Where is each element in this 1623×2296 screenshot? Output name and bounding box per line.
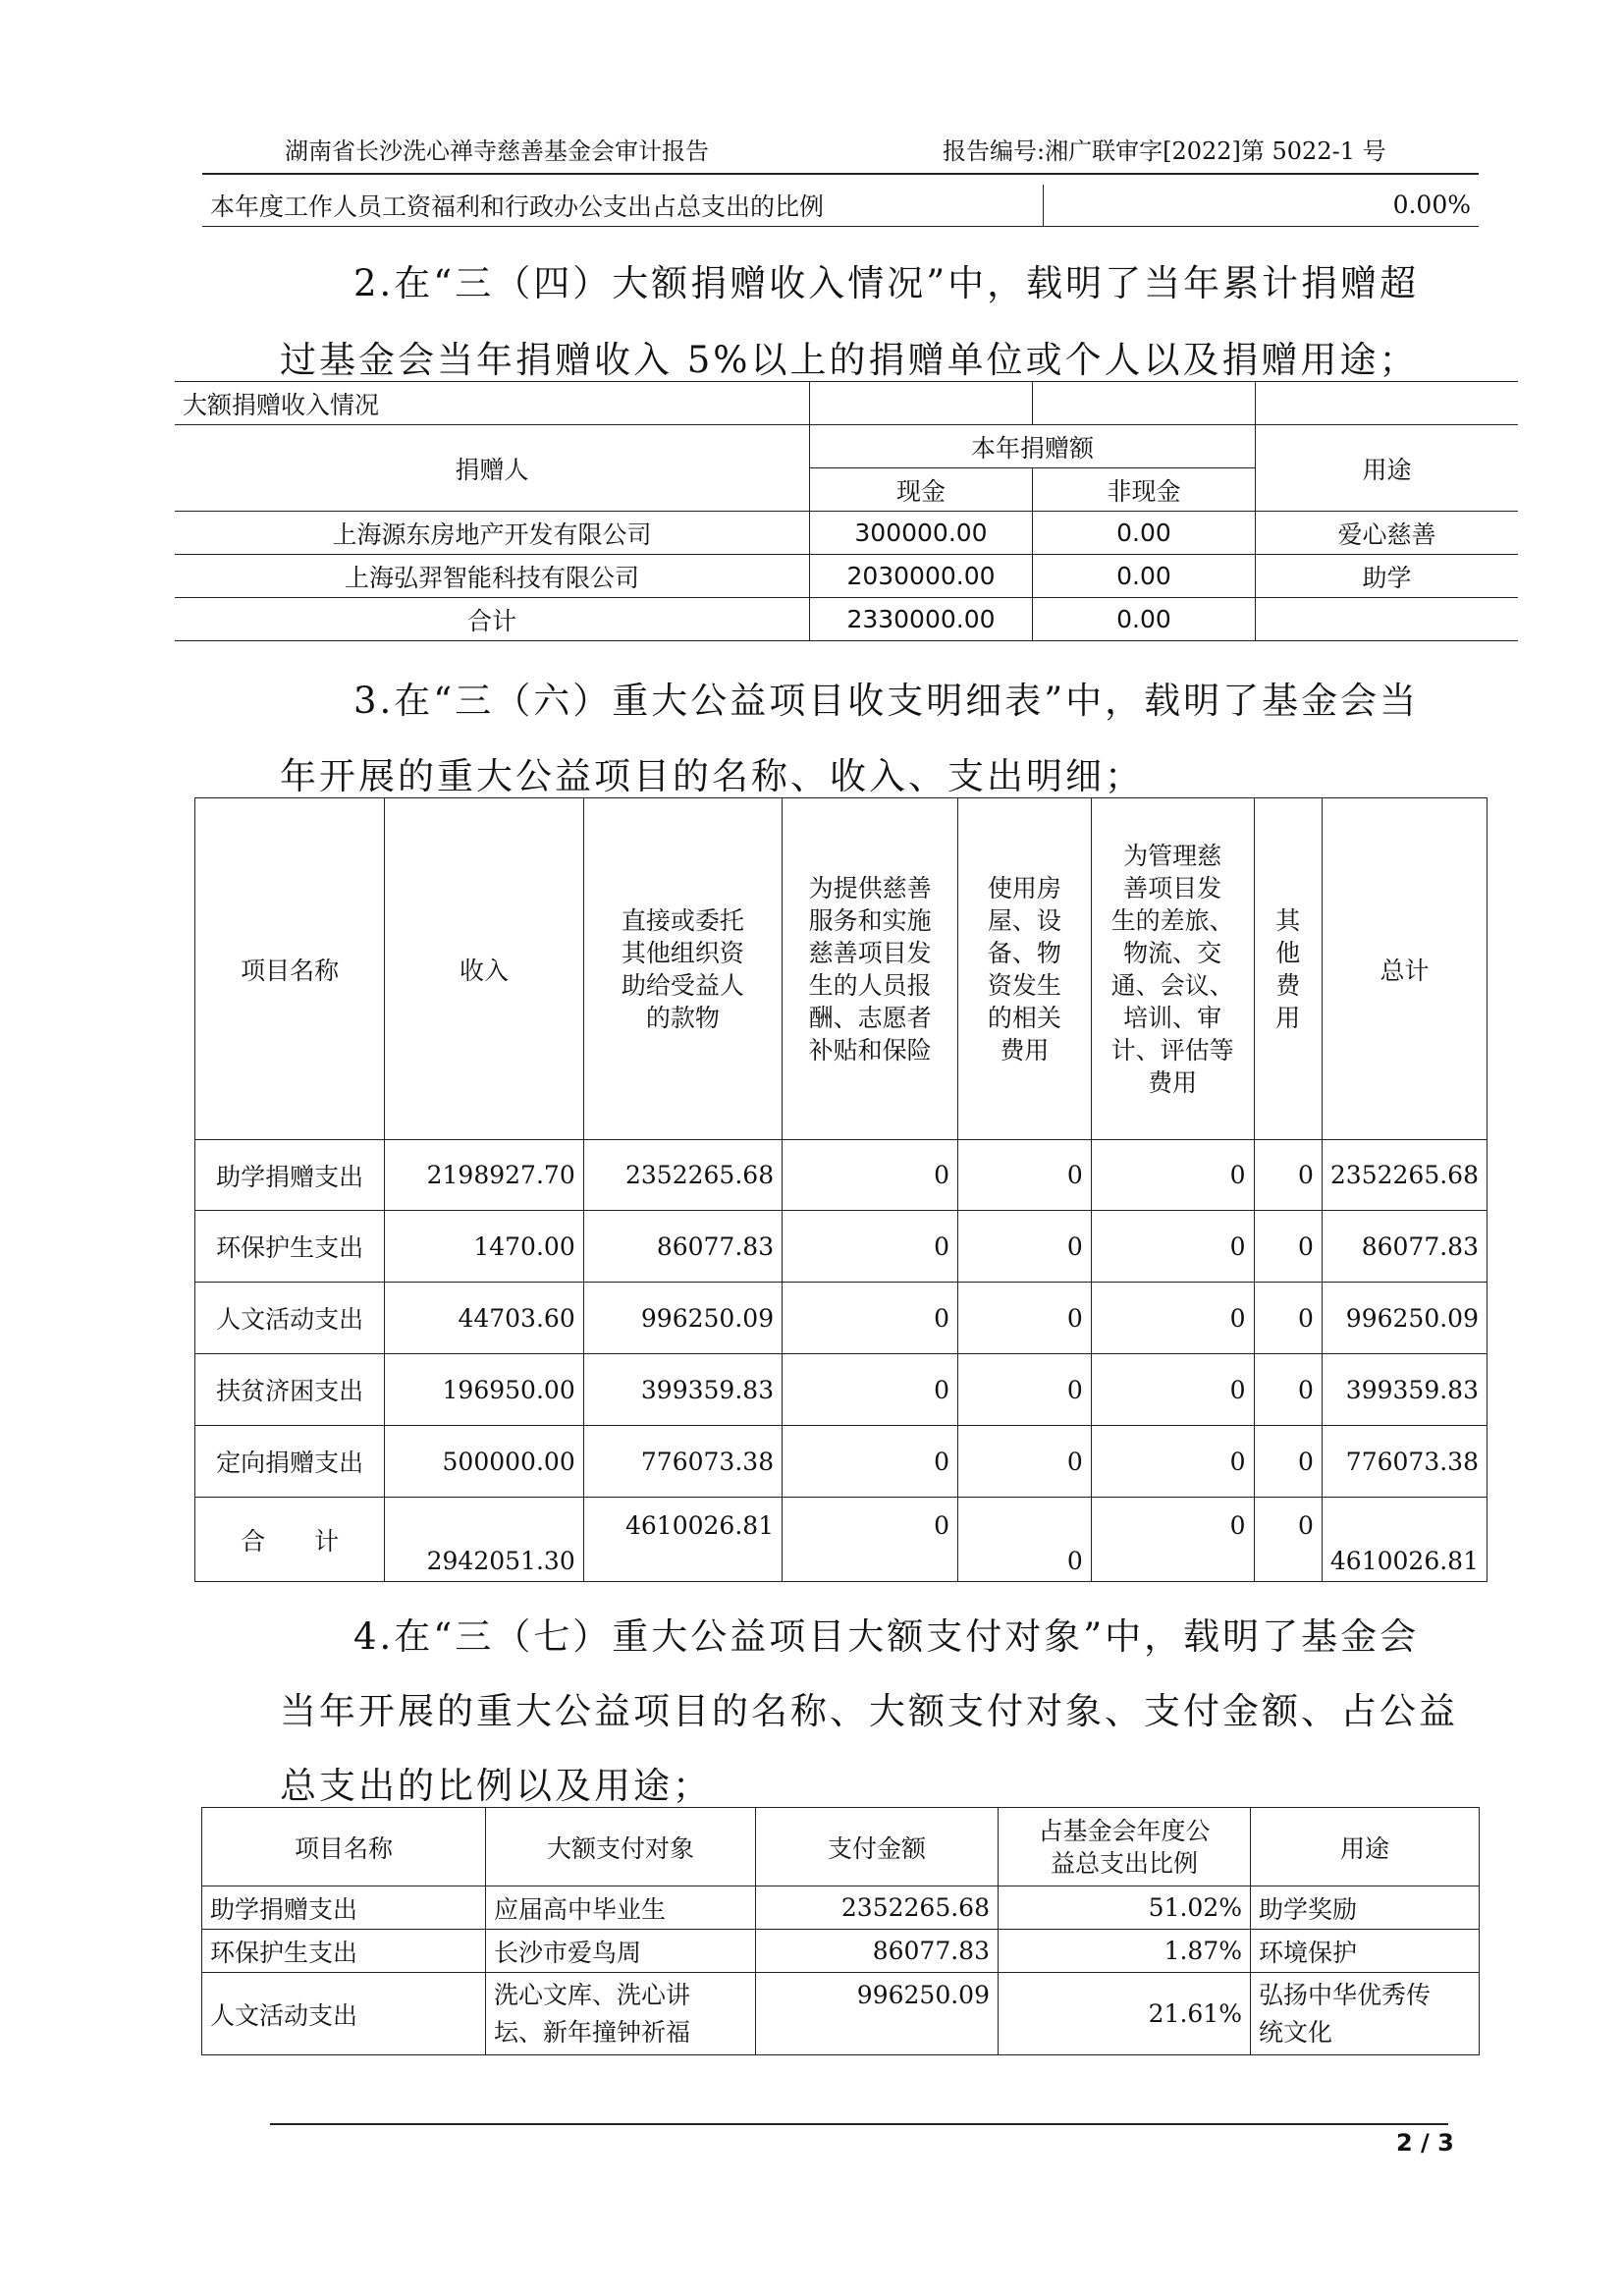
col-other-costs: 其 他 费 用 bbox=[1254, 798, 1322, 1140]
header-divider bbox=[202, 173, 1479, 175]
col-pay-use: 用途 bbox=[1251, 1808, 1480, 1886]
payee-use: 弘扬中华优秀传 统文化 bbox=[1251, 1973, 1480, 2055]
project-mgmt: 0 bbox=[1091, 1211, 1254, 1283]
table-row bbox=[195, 1354, 1488, 1426]
project-total-income: 2942051.30 bbox=[385, 1498, 583, 1582]
project-income: 1470.00 bbox=[385, 1211, 583, 1283]
project-total: 996250.09 bbox=[1322, 1283, 1487, 1354]
total-row bbox=[175, 598, 1518, 641]
project-mgmt: 0 bbox=[1091, 1426, 1254, 1498]
payee-project: 人文活动支出 bbox=[202, 1973, 486, 2055]
para4-line2: 当年开展的重大公益项目的名称、大额支付对象、支付金额、占公益 bbox=[280, 1690, 1458, 1732]
payee-ratio: 21.61% bbox=[999, 1973, 1251, 2055]
project-staff: 0 bbox=[783, 1354, 958, 1426]
project-total-other: 0 bbox=[1254, 1498, 1322, 1582]
expense-ratio-table bbox=[202, 185, 1479, 227]
project-income: 500000.00 bbox=[385, 1426, 583, 1498]
payee-name: 应届高中毕业生 bbox=[486, 1886, 756, 1930]
donor-use: 助学 bbox=[1256, 555, 1519, 598]
table-row bbox=[202, 1930, 1480, 1973]
project-direct: 399359.83 bbox=[583, 1354, 782, 1426]
project-premises: 0 bbox=[958, 1211, 1092, 1283]
table-row bbox=[195, 1283, 1488, 1354]
col-staff-costs: 为提供慈善 服务和实施 慈善项目发 生的人员报 酬、志愿者 补贴和保险 bbox=[783, 798, 958, 1140]
col-mgmt-costs: 为管理慈 善项目发 生的差旅、 物流、交 通、会议、 培训、审 计、评估等 费用 bbox=[1091, 798, 1254, 1140]
report-number: 报告编号:湘广联审字[2022]第 5022-1 号 bbox=[943, 137, 1386, 165]
project-direct: 2352265.68 bbox=[583, 1140, 782, 1211]
table-row bbox=[195, 1211, 1488, 1283]
project-name: 人文活动支出 bbox=[195, 1283, 385, 1354]
col-cash: 现金 bbox=[810, 468, 1033, 512]
project-mgmt: 0 bbox=[1091, 1140, 1254, 1211]
large-donation-table bbox=[175, 381, 1518, 641]
col-direct-aid: 直接或委托 其他组织资 助给受益人 的款物 bbox=[583, 798, 782, 1140]
major-payee-table bbox=[201, 1807, 1480, 2055]
project-detail-table bbox=[194, 797, 1488, 1582]
col-ratio: 占基金会年度公 益总支出比例 bbox=[999, 1808, 1251, 1886]
table-row bbox=[195, 1140, 1488, 1211]
project-premises: 0 bbox=[958, 1283, 1092, 1354]
total-label: 合计 bbox=[175, 598, 810, 641]
para3-line1: 3.在“三（六）重大公益项目收支明细表”中，载明了基金会当 bbox=[353, 680, 1420, 722]
payee-amount: 2352265.68 bbox=[756, 1886, 999, 1930]
project-total-premises: 0 bbox=[958, 1498, 1092, 1582]
para4-line1: 4.在“三（七）重大公益项目大额支付对象”中，载明了基金会 bbox=[353, 1615, 1420, 1658]
col-use: 用途 bbox=[1256, 425, 1519, 512]
project-total-direct: 4610026.81 bbox=[583, 1498, 782, 1582]
col-pay-amount: 支付金额 bbox=[756, 1808, 999, 1886]
donor-noncash: 0.00 bbox=[1033, 555, 1256, 598]
col-income: 收入 bbox=[385, 798, 583, 1140]
project-other: 0 bbox=[1254, 1426, 1322, 1498]
project-total-mgmt: 0 bbox=[1091, 1498, 1254, 1582]
para4-line3: 总支出的比例以及用途； bbox=[280, 1765, 712, 1807]
payee-amount: 86077.83 bbox=[756, 1930, 999, 1973]
donor-noncash: 0.00 bbox=[1033, 512, 1256, 555]
project-income: 196950.00 bbox=[385, 1354, 583, 1426]
project-name: 定向捐赠支出 bbox=[195, 1426, 385, 1498]
project-mgmt: 0 bbox=[1091, 1354, 1254, 1426]
table-row bbox=[195, 1426, 1488, 1498]
project-name: 扶贫济困支出 bbox=[195, 1354, 385, 1426]
project-total: 399359.83 bbox=[1322, 1354, 1487, 1426]
donor-cash: 300000.00 bbox=[810, 512, 1033, 555]
project-total-staff: 0 bbox=[783, 1498, 958, 1582]
col-amount: 本年捐赠额 bbox=[810, 425, 1256, 468]
project-total-sum: 4610026.81 bbox=[1322, 1498, 1487, 1582]
project-other: 0 bbox=[1254, 1211, 1322, 1283]
donor-name: 上海弘羿智能科技有限公司 bbox=[175, 555, 810, 598]
table-row bbox=[202, 1973, 1480, 2055]
expense-ratio-label: 本年度工作人员工资福利和行政办公支出占总支出的比例 bbox=[202, 185, 1044, 226]
payee-ratio: 1.87% bbox=[999, 1930, 1251, 1973]
project-other: 0 bbox=[1254, 1140, 1322, 1211]
payee-name: 洗心文库、洗心讲 坛、新年撞钟祈福 bbox=[486, 1973, 756, 2055]
col-total: 总计 bbox=[1322, 798, 1487, 1140]
table-row bbox=[175, 512, 1518, 555]
project-other: 0 bbox=[1254, 1283, 1322, 1354]
payee-amount: 996250.09 bbox=[756, 1973, 999, 2055]
project-staff: 0 bbox=[783, 1211, 958, 1283]
project-income: 2198927.70 bbox=[385, 1140, 583, 1211]
col-donor: 捐赠人 bbox=[175, 425, 810, 512]
payee-project: 助学捐赠支出 bbox=[202, 1886, 486, 1930]
project-direct: 86077.83 bbox=[583, 1211, 782, 1283]
col-noncash: 非现金 bbox=[1033, 468, 1256, 512]
project-total-label: 合 计 bbox=[195, 1498, 385, 1582]
report-title: 湖南省长沙洗心禅寺慈善基金会审计报告 bbox=[285, 137, 709, 165]
project-staff: 0 bbox=[783, 1140, 958, 1211]
payee-use: 助学奖励 bbox=[1251, 1886, 1480, 1930]
project-total: 776073.38 bbox=[1322, 1426, 1487, 1498]
project-premises: 0 bbox=[958, 1140, 1092, 1211]
payee-ratio: 51.02% bbox=[999, 1886, 1251, 1930]
project-direct: 776073.38 bbox=[583, 1426, 782, 1498]
table-row bbox=[202, 1886, 1480, 1930]
page-number: 2 / 3 bbox=[1396, 2129, 1454, 2157]
expense-ratio-value: 0.00% bbox=[1044, 185, 1480, 226]
project-mgmt: 0 bbox=[1091, 1283, 1254, 1354]
total-row bbox=[195, 1498, 1488, 1582]
donor-name: 上海源东房地产开发有限公司 bbox=[175, 512, 810, 555]
total-noncash: 0.00 bbox=[1033, 598, 1256, 641]
project-name: 环保护生支出 bbox=[195, 1211, 385, 1283]
para2-line2: 过基金会当年捐赠收入 5%以上的捐赠单位或个人以及捐赠用途； bbox=[280, 339, 1419, 381]
payee-project: 环保护生支出 bbox=[202, 1930, 486, 1973]
project-name: 助学捐赠支出 bbox=[195, 1140, 385, 1211]
payee-use: 环境保护 bbox=[1251, 1930, 1480, 1973]
total-cash: 2330000.00 bbox=[810, 598, 1033, 641]
project-premises: 0 bbox=[958, 1354, 1092, 1426]
col-payee: 大额支付对象 bbox=[486, 1808, 756, 1886]
para2-line1: 2.在“三（四）大额捐赠收入情况”中，载明了当年累计捐赠超 bbox=[353, 262, 1420, 304]
footer-divider bbox=[270, 2123, 1448, 2125]
col-project-name: 项目名称 bbox=[195, 798, 385, 1140]
col-project-name: 项目名称 bbox=[202, 1808, 486, 1886]
project-income: 44703.60 bbox=[385, 1283, 583, 1354]
project-direct: 996250.09 bbox=[583, 1283, 782, 1354]
para3-line2: 年开展的重大公益项目的名称、收入、支出明细； bbox=[280, 755, 1144, 797]
col-premises-costs: 使用房 屋、设 备、物 资发生 的相关 费用 bbox=[958, 798, 1092, 1140]
project-total: 2352265.68 bbox=[1322, 1140, 1487, 1211]
donor-cash: 2030000.00 bbox=[810, 555, 1033, 598]
project-premises: 0 bbox=[958, 1426, 1092, 1498]
table-row bbox=[175, 555, 1518, 598]
project-total: 86077.83 bbox=[1322, 1211, 1487, 1283]
payee-name: 长沙市爱鸟周 bbox=[486, 1930, 756, 1973]
donor-use: 爱心慈善 bbox=[1256, 512, 1519, 555]
project-staff: 0 bbox=[783, 1426, 958, 1498]
project-staff: 0 bbox=[783, 1283, 958, 1354]
large-donation-caption: 大额捐赠收入情况 bbox=[175, 382, 810, 425]
project-other: 0 bbox=[1254, 1354, 1322, 1426]
